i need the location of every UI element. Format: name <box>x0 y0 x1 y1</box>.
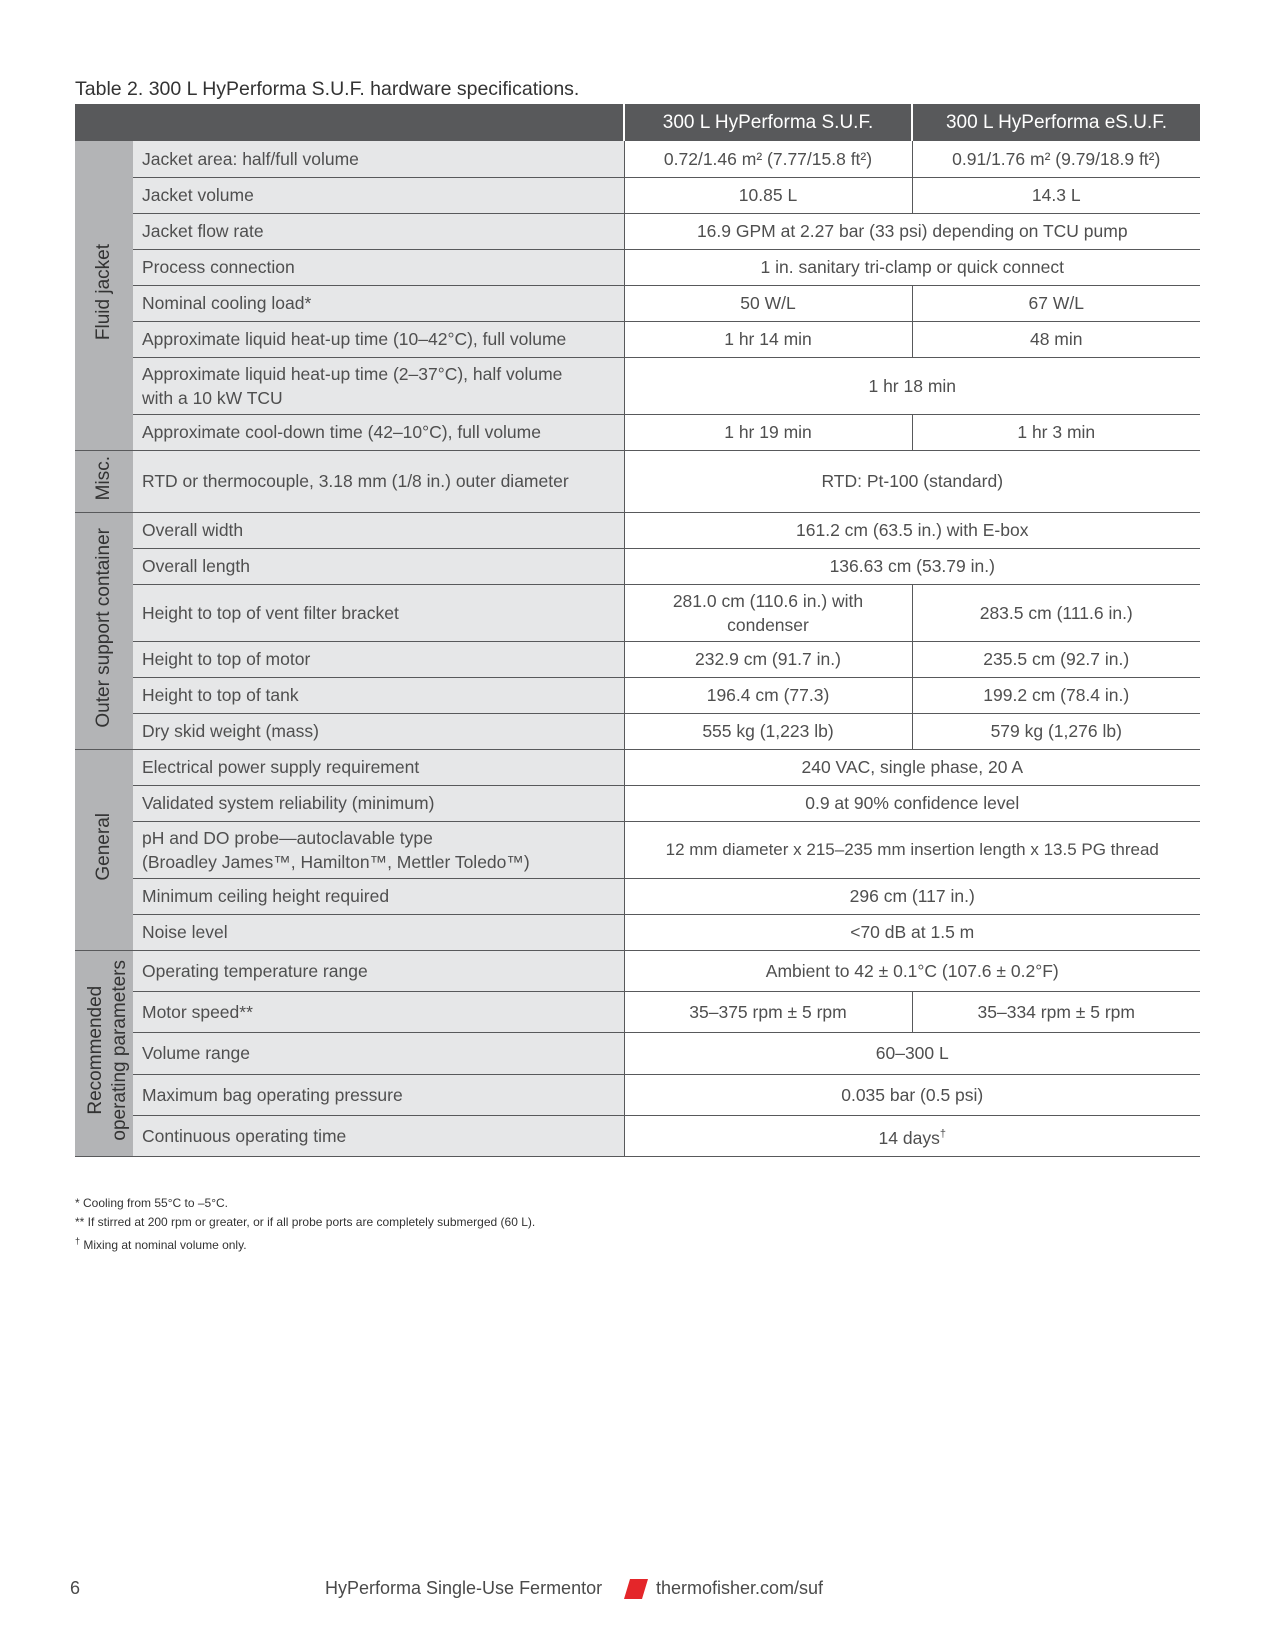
row-label: Height to top of motor <box>133 641 624 677</box>
row-label: Overall width <box>133 512 624 548</box>
cell-shared: Ambient to 42 ± 0.1°C (107.6 ± 0.2°F) <box>624 950 1200 991</box>
cell-shared: 161.2 cm (63.5 in.) with E-box <box>624 512 1200 548</box>
row-label: Minimum ceiling height required <box>133 878 624 914</box>
table-row <box>75 249 1200 285</box>
cell-esuf: 283.5 cm (111.6 in.) <box>912 584 1200 641</box>
footnote: ** If stirred at 200 rpm or greater, or if all probe ports are completely submerged (60 L). <box>75 1215 536 1229</box>
table-row <box>75 450 1200 512</box>
cell-line: condenser <box>727 614 809 635</box>
cell-suf: 232.9 cm (91.7 in.) <box>624 641 912 677</box>
row-label: Jacket flow rate <box>133 213 624 249</box>
group-label-line: Recommended <box>85 985 106 1115</box>
row-label: Height to top of vent filter bracket <box>133 584 624 641</box>
cell-suf: 35–375 rpm ± 5 rpm <box>624 991 912 1032</box>
table-row <box>75 878 1200 914</box>
header-row <box>75 104 1200 141</box>
cell-esuf: 67 W/L <box>912 285 1200 321</box>
row-label: Jacket volume <box>133 177 624 213</box>
table-row <box>75 285 1200 321</box>
dagger-mark: † <box>75 1236 81 1246</box>
row-label: Approximate liquid heat-up time (10–42°C), full volume <box>133 321 624 357</box>
cell-shared: 240 VAC, single phase, 20 A <box>624 749 1200 785</box>
row-label <box>133 821 624 878</box>
row-label: Electrical power supply requirement <box>133 749 624 785</box>
table-row <box>75 1032 1200 1074</box>
group-recommended <box>75 950 133 1156</box>
spec-table <box>75 104 1200 1157</box>
cell-esuf: 48 min <box>912 321 1200 357</box>
row-label: Nominal cooling load* <box>133 285 624 321</box>
footnote <box>75 1232 535 1255</box>
cell-shared: 16.9 GPM at 2.27 bar (33 psi) depending on TCU pump <box>624 213 1200 249</box>
page-number: 6 <box>70 1578 81 1598</box>
table-row <box>75 950 1200 991</box>
table-row <box>75 177 1200 213</box>
row-label: Noise level <box>133 914 624 950</box>
header-esuf: 300 L HyPerforma eS.U.F. <box>912 104 1200 141</box>
table-row <box>75 785 1200 821</box>
row-label: Height to top of tank <box>133 677 624 713</box>
group-misc <box>75 450 133 512</box>
row-label: Motor speed** <box>133 991 624 1032</box>
cell-suf <box>624 584 912 641</box>
cell-shared: 136.63 cm (53.79 in.) <box>624 548 1200 584</box>
footer-link[interactable]: thermofisher.com/suf <box>656 1578 824 1598</box>
table-row <box>75 321 1200 357</box>
cell-suf: 10.85 L <box>624 177 912 213</box>
header-blank <box>75 104 624 141</box>
cell-line: 281.0 cm (110.6 in.) with <box>672 590 864 611</box>
table-row <box>75 1074 1200 1115</box>
row-label: Maximum bag operating pressure <box>133 1074 624 1115</box>
cell-suf: 555 kg (1,223 lb) <box>624 713 912 749</box>
table-row <box>75 213 1200 249</box>
table-row <box>75 991 1200 1032</box>
cell-esuf: 579 kg (1,276 lb) <box>912 713 1200 749</box>
footer-title: HyPerforma Single-Use Fermentor <box>325 1578 603 1598</box>
group-label-line: operating parameters <box>109 959 130 1141</box>
table-row <box>75 584 1200 641</box>
cell-suf: 0.72/1.46 m² (7.77/15.8 ft²) <box>624 141 912 177</box>
group-fluid-jacket <box>75 141 133 450</box>
cell-shared: RTD: Pt-100 (standard) <box>624 450 1200 512</box>
page-footer <box>0 1578 1275 1608</box>
cell-value: 14 days <box>878 1127 940 1148</box>
cell-esuf: 1 hr 3 min <box>912 414 1200 450</box>
table-row <box>75 548 1200 584</box>
table-caption: Table 2. 300 L HyPerforma S.U.F. hardware specifications. <box>75 78 580 100</box>
table-row <box>75 713 1200 749</box>
group-label: General <box>93 812 114 881</box>
dagger-mark: † <box>939 1127 946 1140</box>
row-label <box>133 357 624 414</box>
row-label: Validated system reliability (minimum) <box>133 785 624 821</box>
table-row <box>75 414 1200 450</box>
row-label: Overall length <box>133 548 624 584</box>
row-label-line: (Broadley James™, Hamilton™, Mettler Toledo™) <box>142 851 530 872</box>
footnote: * Cooling from 55°C to –5°C. <box>75 1196 228 1210</box>
group-label <box>84 960 132 1141</box>
cell-esuf: 199.2 cm (78.4 in.) <box>912 677 1200 713</box>
footnotes <box>75 1194 535 1255</box>
cell-suf: 1 hr 19 min <box>624 414 912 450</box>
table-row <box>75 749 1200 785</box>
group-label: Fluid jacket <box>93 244 114 341</box>
cell-shared: 296 cm (117 in.) <box>624 878 1200 914</box>
row-label: Approximate cool-down time (42–10°C), full volume <box>133 414 624 450</box>
table-row <box>75 914 1200 950</box>
cell-suf: 196.4 cm (77.3) <box>624 677 912 713</box>
cell-esuf: 0.91/1.76 m² (9.79/18.9 ft²) <box>912 141 1200 177</box>
group-label: Outer support container <box>93 527 114 728</box>
table-row <box>75 677 1200 713</box>
row-label: Operating temperature range <box>133 950 624 991</box>
cell-shared: 60–300 L <box>624 1032 1200 1074</box>
row-label: Dry skid weight (mass) <box>133 713 624 749</box>
cell-shared: 0.9 at 90% confidence level <box>624 785 1200 821</box>
cell-esuf: 235.5 cm (92.7 in.) <box>912 641 1200 677</box>
cell-suf: 50 W/L <box>624 285 912 321</box>
cell-esuf: 14.3 L <box>912 177 1200 213</box>
group-outer-support <box>75 512 133 749</box>
cell-shared: 12 mm diameter x 215–235 mm insertion length x 13.5 PG thread <box>624 821 1200 878</box>
cell-shared: 1 in. sanitary tri-clamp or quick connect <box>624 249 1200 285</box>
row-label: Continuous operating time <box>133 1115 624 1156</box>
cell-shared: 0.035 bar (0.5 psi) <box>624 1074 1200 1115</box>
header-suf: 300 L HyPerforma S.U.F. <box>624 104 912 141</box>
row-label-line: pH and DO probe—autoclavable type <box>142 827 433 848</box>
table-row <box>75 141 1200 177</box>
table-row <box>75 821 1200 878</box>
row-label: RTD or thermocouple, 3.18 mm (1/8 in.) outer diameter <box>133 450 624 512</box>
table-row <box>75 641 1200 677</box>
group-label: Misc. <box>93 455 114 501</box>
brand-shape <box>624 1579 648 1599</box>
table-row <box>75 1115 1200 1156</box>
group-general <box>75 749 133 950</box>
cell-shared: 1 hr 18 min <box>624 357 1200 414</box>
row-label-line: Approximate liquid heat-up time (2–37°C), half volume <box>142 363 563 384</box>
cell-suf: 1 hr 14 min <box>624 321 912 357</box>
row-label: Jacket area: half/full volume <box>133 141 624 177</box>
cell-shared <box>624 1115 1200 1156</box>
footnote-text: Mixing at nominal volume only. <box>80 1238 247 1252</box>
row-label: Process connection <box>133 249 624 285</box>
row-label-line: with a 10 kW TCU <box>142 387 283 408</box>
brand-parallelogram-icon <box>624 1579 648 1599</box>
table-row <box>75 357 1200 414</box>
row-label: Volume range <box>133 1032 624 1074</box>
cell-esuf: 35–334 rpm ± 5 rpm <box>912 991 1200 1032</box>
cell-shared: <70 dB at 1.5 m <box>624 914 1200 950</box>
table-row <box>75 512 1200 548</box>
